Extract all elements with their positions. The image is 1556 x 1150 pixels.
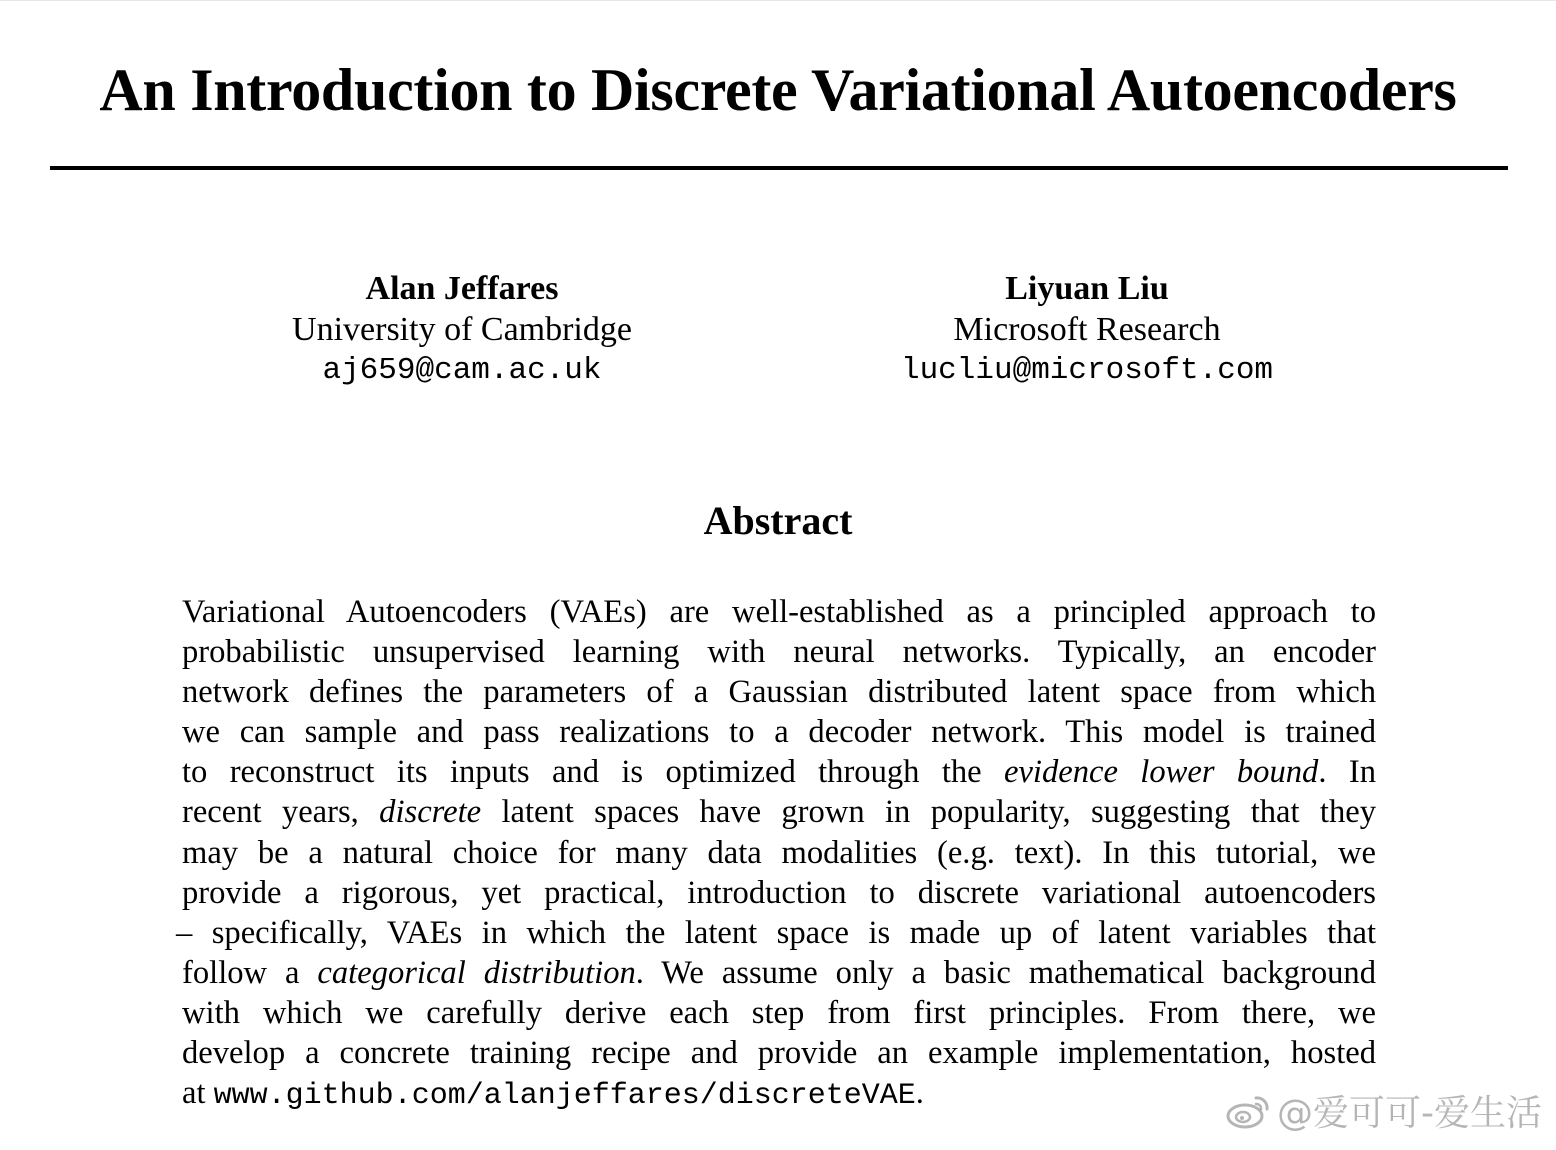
author-name: Liyuan Liu (1005, 270, 1169, 307)
abstract-text: may be a natural choice for many data modalities (e.g. text). In this tutorial, we (182, 834, 1376, 871)
paper-title: An Introduction to Discrete Variational Autoencoders (99, 57, 1457, 123)
abstract-line (182, 672, 1376, 712)
author-affiliation: University of Cambridge (292, 311, 632, 348)
abstract-line (176, 913, 1376, 953)
author-name: Alan Jeffares (365, 270, 559, 307)
abstract-text: develop a concrete training recipe and provide an example implementation, hosted (182, 1035, 1376, 1072)
abstract-line (182, 792, 1376, 832)
abstract-line (182, 1073, 1376, 1113)
title-rule (50, 166, 1508, 170)
watermark-text: @爱可可-爱生活 (1277, 1093, 1542, 1134)
abstract-line (182, 993, 1376, 1033)
abstract-text: Variational Autoencoders (VAEs) are well-established as a principled approach to (182, 594, 1376, 630)
watermark (1225, 1085, 1542, 1136)
abstract-text: we can sample and pass realizations to a decoder network. This model is trained (182, 714, 1376, 751)
abstract-text: provide a rigorous, yet practical, introduction to discrete variational autoencoders (182, 874, 1376, 911)
abstract-text: recent years, (182, 794, 380, 831)
abstract-text: probabilistic unsupervised learning with neural networks. Typically, an encoder (182, 634, 1376, 671)
author-email: lucliu@microsoft.com (900, 353, 1274, 388)
abstract-emphasis: categorical distribution (317, 954, 636, 991)
repository-link[interactable]: www.github.com/alanjeffares/discreteVAE (213, 1079, 916, 1114)
abstract-line (182, 833, 1376, 873)
abstract-line (182, 953, 1376, 993)
abstract-text: with which we carefully derive each step from first principles. From there, we (182, 994, 1376, 1031)
abstract-line (182, 632, 1376, 672)
abstract-text: latent spaces have grown in popularity, suggesting that they (481, 794, 1376, 831)
abstract-line (182, 1033, 1376, 1073)
abstract-text: follow a (182, 954, 318, 991)
abstract-text: . (915, 1075, 924, 1112)
abstract-text: . We assume only a basic mathematical background (635, 954, 1377, 991)
author-block-1 (182, 268, 742, 392)
author-block-2 (807, 268, 1367, 392)
abstract-text: network defines the parameters of a Gaussian distributed latent space from which (182, 674, 1376, 711)
abstract-line (182, 873, 1376, 913)
abstract-text: . In (1318, 754, 1376, 791)
author-affiliation: Microsoft Research (953, 311, 1221, 348)
abstract-line (182, 592, 1376, 632)
page-top-border (0, 0, 1556, 1)
abstract-emphasis: discrete (379, 794, 482, 831)
abstract-emphasis: evidence lower bound (1004, 754, 1319, 791)
abstract-text: to reconstruct its inputs and is optimized through the (182, 754, 1005, 791)
abstract-heading: Abstract (703, 498, 853, 543)
abstract-body (176, 592, 1377, 1114)
abstract-line (182, 712, 1376, 752)
abstract-line (182, 752, 1376, 792)
abstract-text: at (182, 1075, 214, 1112)
abstract-text: – specifically, VAEs in which the latent space is made up of latent variables that (176, 914, 1376, 951)
author-email: aj659@cam.ac.uk (322, 353, 602, 388)
weibo-icon (1225, 1092, 1271, 1130)
